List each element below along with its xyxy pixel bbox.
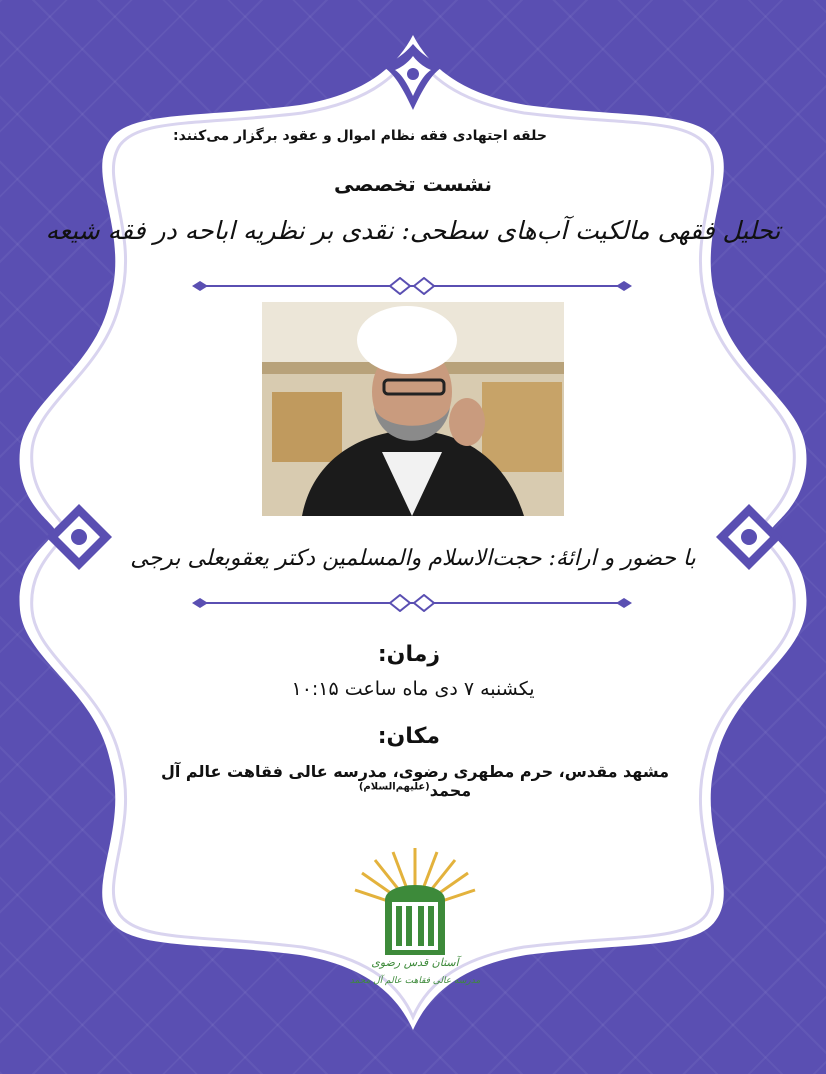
place-text: مشهد مقدس، حرم مطهری رضوی، مدرسه عالی فقاهت عالم آل محمد — [160, 762, 670, 800]
place-honorific: (علیهم‌السلام) — [358, 781, 430, 793]
place-value — [110, 762, 720, 800]
time-heading: زمان: — [377, 642, 440, 667]
lecture-title: تحلیل فقهی مالکیت آب‌های سطحی: نقدی بر نظریه اباحه در فقه شیعه — [45, 216, 781, 245]
speaker-photo — [262, 302, 564, 516]
divider-top — [190, 277, 634, 295]
logo-line-1: آستان قدس رضوی — [371, 956, 459, 969]
time-value: یکشنبه ۷ دی ماه ساعت ۱۰:۱۵ — [291, 678, 535, 700]
logo-line-2: مدرسه عالی فقاهت عالم آل محمد — [349, 976, 481, 986]
place-heading: مکان: — [377, 724, 440, 749]
institution-logo — [340, 840, 490, 1010]
session-label: نشست تخصصی — [334, 172, 492, 196]
divider-middle — [190, 594, 634, 612]
organizer-text: حلقه اجتهادی فقه نظام اموال و عقود برگزار می‌کنند: — [173, 128, 547, 144]
presenter-text: با حضور و ارائهٔ: حجت‌الاسلام والمسلمین دکتر یعقوبعلی برجی — [130, 546, 696, 571]
top-ornament-icon — [376, 40, 450, 114]
